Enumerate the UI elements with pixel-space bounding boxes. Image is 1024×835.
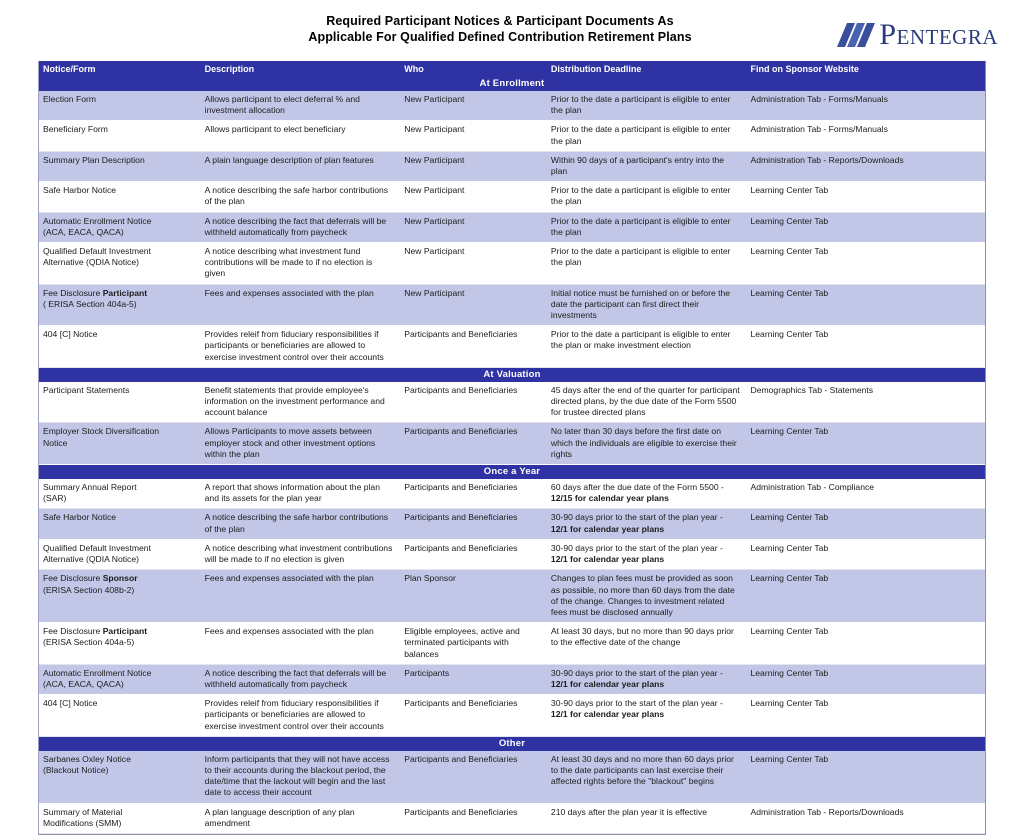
cell-distribution-deadline (547, 243, 747, 284)
cell-who: New Participant (404, 94, 465, 104)
cell-who: New Participant (404, 246, 465, 257)
cell-find-on-sponsor-website: Learning Center Tab (750, 698, 829, 709)
cell-description: A notice describing what investment contributions will be made to if no election is given (204, 542, 393, 565)
cell-description: Provides releif from fiduciary responsibilities if participants or beneficiaries are allowed to exercise investment control over their accounts (204, 698, 384, 731)
deadline-text: No later than 30 days before the first date on which the individuals are eligible to exercise their rights (550, 426, 737, 459)
notice-form-text: Safe Harbor Notice (43, 512, 117, 523)
cell-who: Participants and Beneficiaries (404, 329, 518, 340)
cell-find-on-sponsor-website: Learning Center Tab (750, 753, 829, 764)
deadline-text: 60 days after the due date of the Form 5500 - (550, 482, 724, 493)
notice-form-subtext: Modifications (SMM) (43, 817, 122, 828)
deadline-text: 210 days after the plan year it is effective (550, 806, 707, 817)
pentegra-slashes-icon (837, 20, 875, 50)
cell-find-on-sponsor-website: Learning Center Tab (750, 246, 829, 257)
table-body (39, 77, 985, 834)
cell-distribution-deadline (547, 804, 747, 833)
cell-who: Participants and Beneficiaries (404, 482, 518, 493)
cell-description: A notice describing the fact that deferrals will be withheld automatically from paycheck (204, 215, 387, 237)
cell-who: New Participant (404, 287, 465, 298)
cell-notice-form (39, 540, 201, 569)
notice-form-text: Summary Annual Report (43, 482, 137, 493)
cell-who: Participants (404, 667, 450, 678)
deadline-text: Within 90 days of a participant's entry into the plan (550, 154, 725, 177)
cell-distribution-deadline (547, 479, 747, 508)
deadline-emphasis: 12/1 for calendar year plans (550, 709, 665, 720)
notice-form-text: Fee Disclosure (43, 626, 103, 637)
notice-form-subtext: (Blackout Notice) (43, 764, 109, 775)
deadline-text: 30-90 days prior to the start of the plan year - (550, 667, 723, 678)
cell-find-on-sponsor-website: Administration Tab - Reports/Downloads (750, 806, 904, 817)
deadline-text: 45 days after the end of the quarter for participant directed plans, by the due date of the Form 5500 for trustee directed plans (550, 384, 740, 418)
cell-notice-form (39, 423, 201, 464)
deadline-text: Prior to the date a participant is eligible to enter the plan (550, 124, 731, 146)
cell-description: Fees and expenses associated with the plan (204, 287, 374, 298)
notice-form-emphasis: Participant (102, 287, 148, 298)
cell-notice-form (39, 285, 201, 326)
deadline-text: Prior to the date a participant is eligible to enter the plan (550, 215, 731, 237)
table-row (39, 423, 985, 465)
deadline-text: At least 30 days and no more than 60 days prior to the date participants can last exercise their affected rights before the "blackout" begins (550, 753, 734, 787)
cell-find-on-sponsor-website: Learning Center Tab (750, 626, 829, 637)
column-header-find-on-sponsor-website: Find on Sponsor Website (750, 64, 859, 74)
notice-form-text: Election Form (43, 94, 97, 104)
cell-who: New Participant (404, 185, 465, 196)
cell-distribution-deadline (547, 540, 747, 569)
cell-notice-form (39, 570, 201, 622)
notice-form-text: 404 [C] Notice (43, 698, 98, 709)
cell-find-on-sponsor-website: Learning Center Tab (750, 215, 829, 226)
cell-description: Inform participants that they will not have access to their accounts during the blackout period, the date/time that the lackout will begin and the last date to access their account (204, 753, 390, 798)
cell-description: A notice describing the fact that deferrals will be withheld automatically from paycheck (204, 667, 387, 689)
notice-form-text: Qualified Default Investment (43, 542, 151, 553)
notice-form-text: Participant Statements (43, 384, 130, 395)
table-row (39, 382, 985, 424)
section-header-bar: Other (39, 737, 985, 751)
deadline-emphasis: 12/1 for calendar year plans (550, 523, 665, 534)
cell-find-on-sponsor-website: Learning Center Tab (750, 667, 829, 678)
column-header-who: Who (404, 64, 424, 74)
cell-distribution-deadline (547, 152, 747, 181)
section-header-bar: At Enrollment (39, 77, 985, 91)
cell-distribution-deadline (547, 182, 747, 211)
cell-distribution-deadline (547, 213, 747, 242)
table-row (39, 570, 985, 623)
notice-form-emphasis: Sponsor (102, 573, 138, 584)
cell-notice-form (39, 213, 201, 242)
notice-form-text: Beneficiary Form (43, 124, 108, 135)
notice-form-text: Qualified Default Investment (43, 246, 151, 257)
cell-find-on-sponsor-website: Demographics Tab - Statements (750, 384, 874, 395)
cell-description: A plan language description of any plan amendment (204, 806, 355, 828)
cell-distribution-deadline (547, 285, 747, 326)
notice-form-text: Sarbanes Oxley Notice (43, 753, 131, 764)
cell-distribution-deadline (547, 121, 747, 150)
cell-description: A notice describing the safe harbor contributions of the plan (204, 512, 389, 534)
table-row (39, 623, 985, 665)
table-row (39, 182, 985, 212)
cell-distribution-deadline (547, 751, 747, 803)
cell-who: Participants and Beneficiaries (404, 426, 518, 437)
notices-table (38, 61, 986, 835)
cell-find-on-sponsor-website: Administration Tab - Compliance (750, 482, 875, 493)
cell-find-on-sponsor-website: Administration Tab - Forms/Manuals (750, 94, 888, 104)
notice-form-text: Fee Disclosure (43, 287, 103, 298)
cell-find-on-sponsor-website: Administration Tab - Forms/Manuals (750, 124, 888, 135)
table-row (39, 91, 985, 121)
deadline-text: Prior to the date a participant is eligible to enter the plan (550, 94, 731, 116)
notice-form-subtext: (ERISA Section 404a-5) (43, 637, 135, 648)
cell-find-on-sponsor-website: Learning Center Tab (750, 287, 829, 298)
cell-description: A report that shows information about the plan and its assets for the plan year (204, 482, 380, 504)
cell-who: Eligible employees, active and terminated participants with balances (404, 626, 520, 659)
cell-who: Participants and Beneficiaries (404, 512, 518, 523)
notice-form-text: Safe Harbor Notice (43, 185, 117, 196)
cell-find-on-sponsor-website: Administration Tab - Reports/Downloads (750, 154, 904, 165)
cell-distribution-deadline (547, 423, 747, 464)
cell-notice-form (39, 243, 201, 284)
cell-distribution-deadline (547, 382, 747, 423)
notice-form-text: Fee Disclosure (43, 573, 103, 584)
cell-description: A notice describing what investment fund contributions will be made to if no election is given (204, 246, 373, 279)
cell-find-on-sponsor-website: Learning Center Tab (750, 185, 829, 196)
notice-form-subtext: Alternative (QDIA Notice) (43, 554, 139, 565)
cell-description: Fees and expenses associated with the plan (204, 626, 374, 637)
notice-form-text: Automatic Enrollment Notice (43, 215, 152, 226)
cell-description: A plain language description of plan features (204, 154, 374, 165)
table-row (39, 751, 985, 804)
notice-form-text: Summary of Material (43, 806, 123, 817)
cell-distribution-deadline (547, 509, 747, 538)
page-title (240, 14, 760, 45)
cell-notice-form (39, 152, 201, 181)
table-row (39, 540, 985, 570)
deadline-text: Prior to the date a participant is eligible to enter the plan or make investment election (550, 329, 731, 351)
notice-form-subtext: (SAR) (43, 493, 67, 504)
cell-description: Provides releif from fiduciary responsibilities if participants or beneficiaries are allowed to exercise investment control over their accounts (204, 329, 384, 362)
column-header-description: Description (204, 64, 255, 74)
cell-find-on-sponsor-website: Learning Center Tab (750, 573, 829, 584)
deadline-emphasis: 12/1 for calendar year plans (550, 554, 665, 565)
cell-notice-form (39, 121, 201, 150)
cell-description: Allows participant to elect beneficiary (204, 124, 346, 135)
cell-notice-form (39, 751, 201, 803)
cell-notice-form (39, 509, 201, 538)
cell-description: Allows Participants to move assets between employer stock and other investment options within the plan (204, 426, 376, 459)
cell-notice-form (39, 326, 201, 367)
cell-who: Participants and Beneficiaries (404, 542, 518, 553)
cell-distribution-deadline (547, 326, 747, 367)
deadline-text: 30-90 days prior to the start of the plan year - (550, 542, 723, 553)
cell-distribution-deadline (547, 695, 747, 736)
cell-who: Plan Sponsor (404, 573, 456, 584)
table-row (39, 213, 985, 243)
table-row (39, 804, 985, 834)
deadline-text: 30-90 days prior to the start of the plan year - (550, 698, 723, 709)
cell-find-on-sponsor-website: Learning Center Tab (750, 542, 829, 553)
table-row (39, 243, 985, 285)
notice-form-subtext: (ERISA Section 408b-2) (43, 584, 135, 595)
cell-who: Participants and Beneficiaries (404, 384, 518, 395)
notice-form-subtext: (ACA, EACA, QACA) (43, 226, 124, 237)
deadline-text: Prior to the date a participant is eligible to enter the plan (550, 246, 731, 268)
cell-notice-form (39, 665, 201, 694)
notice-form-emphasis: Participant (102, 626, 148, 637)
table-row (39, 326, 985, 368)
cell-who: Participants and Beneficiaries (404, 698, 518, 709)
deadline-text: Changes to plan fees must be provided as soon as possible, no more than 60 days from the date of the change. Changes to investment related fees must be disclosed annually (550, 573, 735, 617)
table-row (39, 479, 985, 509)
deadline-text: 30-90 days prior to the start of the plan year - (550, 512, 723, 523)
table-row (39, 285, 985, 327)
cell-who: Participants and Beneficiaries (404, 753, 518, 764)
notice-form-text: 404 [C] Notice (43, 329, 98, 340)
cell-notice-form (39, 623, 201, 664)
cell-description: Allows participant to elect deferral % and investment allocation (204, 94, 360, 116)
deadline-emphasis: 12/1 for calendar year plans (550, 678, 665, 689)
deadline-text: Initial notice must be furnished on or before the date the participant can first direct their investments (550, 287, 731, 321)
table-row (39, 509, 985, 539)
page-title-line-1: Required Participant Notices & Participant Documents As (326, 14, 674, 28)
cell-notice-form (39, 479, 201, 508)
cell-notice-form (39, 804, 201, 833)
notice-form-subtext: ( ERISA Section 404a-5) (43, 298, 137, 309)
section-header-bar: Once a Year (39, 465, 985, 479)
cell-who: New Participant (404, 215, 465, 226)
cell-distribution-deadline (547, 623, 747, 664)
notice-form-text: Summary Plan Description (43, 154, 145, 165)
cell-notice-form (39, 91, 201, 120)
pentegra-logo (837, 20, 998, 50)
cell-distribution-deadline (547, 665, 747, 694)
table-row (39, 695, 985, 737)
column-header-notice-form: Notice/Form (43, 64, 96, 74)
table-row (39, 152, 985, 182)
cell-notice-form (39, 695, 201, 736)
cell-who: New Participant (404, 124, 465, 135)
cell-description: Fees and expenses associated with the plan (204, 573, 374, 584)
cell-notice-form (39, 182, 201, 211)
notice-form-subtext: Alternative (QDIA Notice) (43, 257, 139, 268)
cell-find-on-sponsor-website: Learning Center Tab (750, 426, 829, 437)
cell-find-on-sponsor-website: Learning Center Tab (750, 512, 829, 523)
deadline-text: At least 30 days, but no more than 90 days prior to the effective date of the change (550, 626, 734, 648)
cell-who: New Participant (404, 154, 465, 165)
table-row (39, 665, 985, 695)
cell-notice-form (39, 382, 201, 423)
cell-distribution-deadline (547, 91, 747, 120)
column-header-distribution-deadline: Distribution Deadline (550, 64, 642, 74)
notice-form-text: Automatic Enrollment Notice (43, 667, 152, 678)
cell-find-on-sponsor-website: Learning Center Tab (750, 329, 829, 340)
notice-form-subtext: (ACA, EACA, QACA) (43, 678, 124, 689)
cell-description: Benefit statements that provide employee's information on the investment performance and account balance (204, 384, 385, 418)
table-row (39, 121, 985, 151)
page-title-line-2: Applicable For Qualified Defined Contribution Retirement Plans (308, 29, 692, 44)
document-header (0, 0, 1024, 64)
section-header-bar: At Valuation (39, 368, 985, 382)
notice-form-text: Employer Stock Diversification (43, 426, 160, 437)
table-column-header-row (39, 61, 985, 77)
pentegra-wordmark: Pentegra (879, 18, 998, 51)
cell-who: Participants and Beneficiaries (404, 806, 518, 817)
deadline-text: Prior to the date a participant is eligible to enter the plan (550, 185, 731, 207)
cell-description: A notice describing the safe harbor contributions of the plan (204, 185, 389, 207)
notice-form-subtext: Notice (43, 437, 68, 448)
deadline-emphasis: 12/15 for calendar year plans (550, 493, 669, 504)
cell-distribution-deadline (547, 570, 747, 622)
